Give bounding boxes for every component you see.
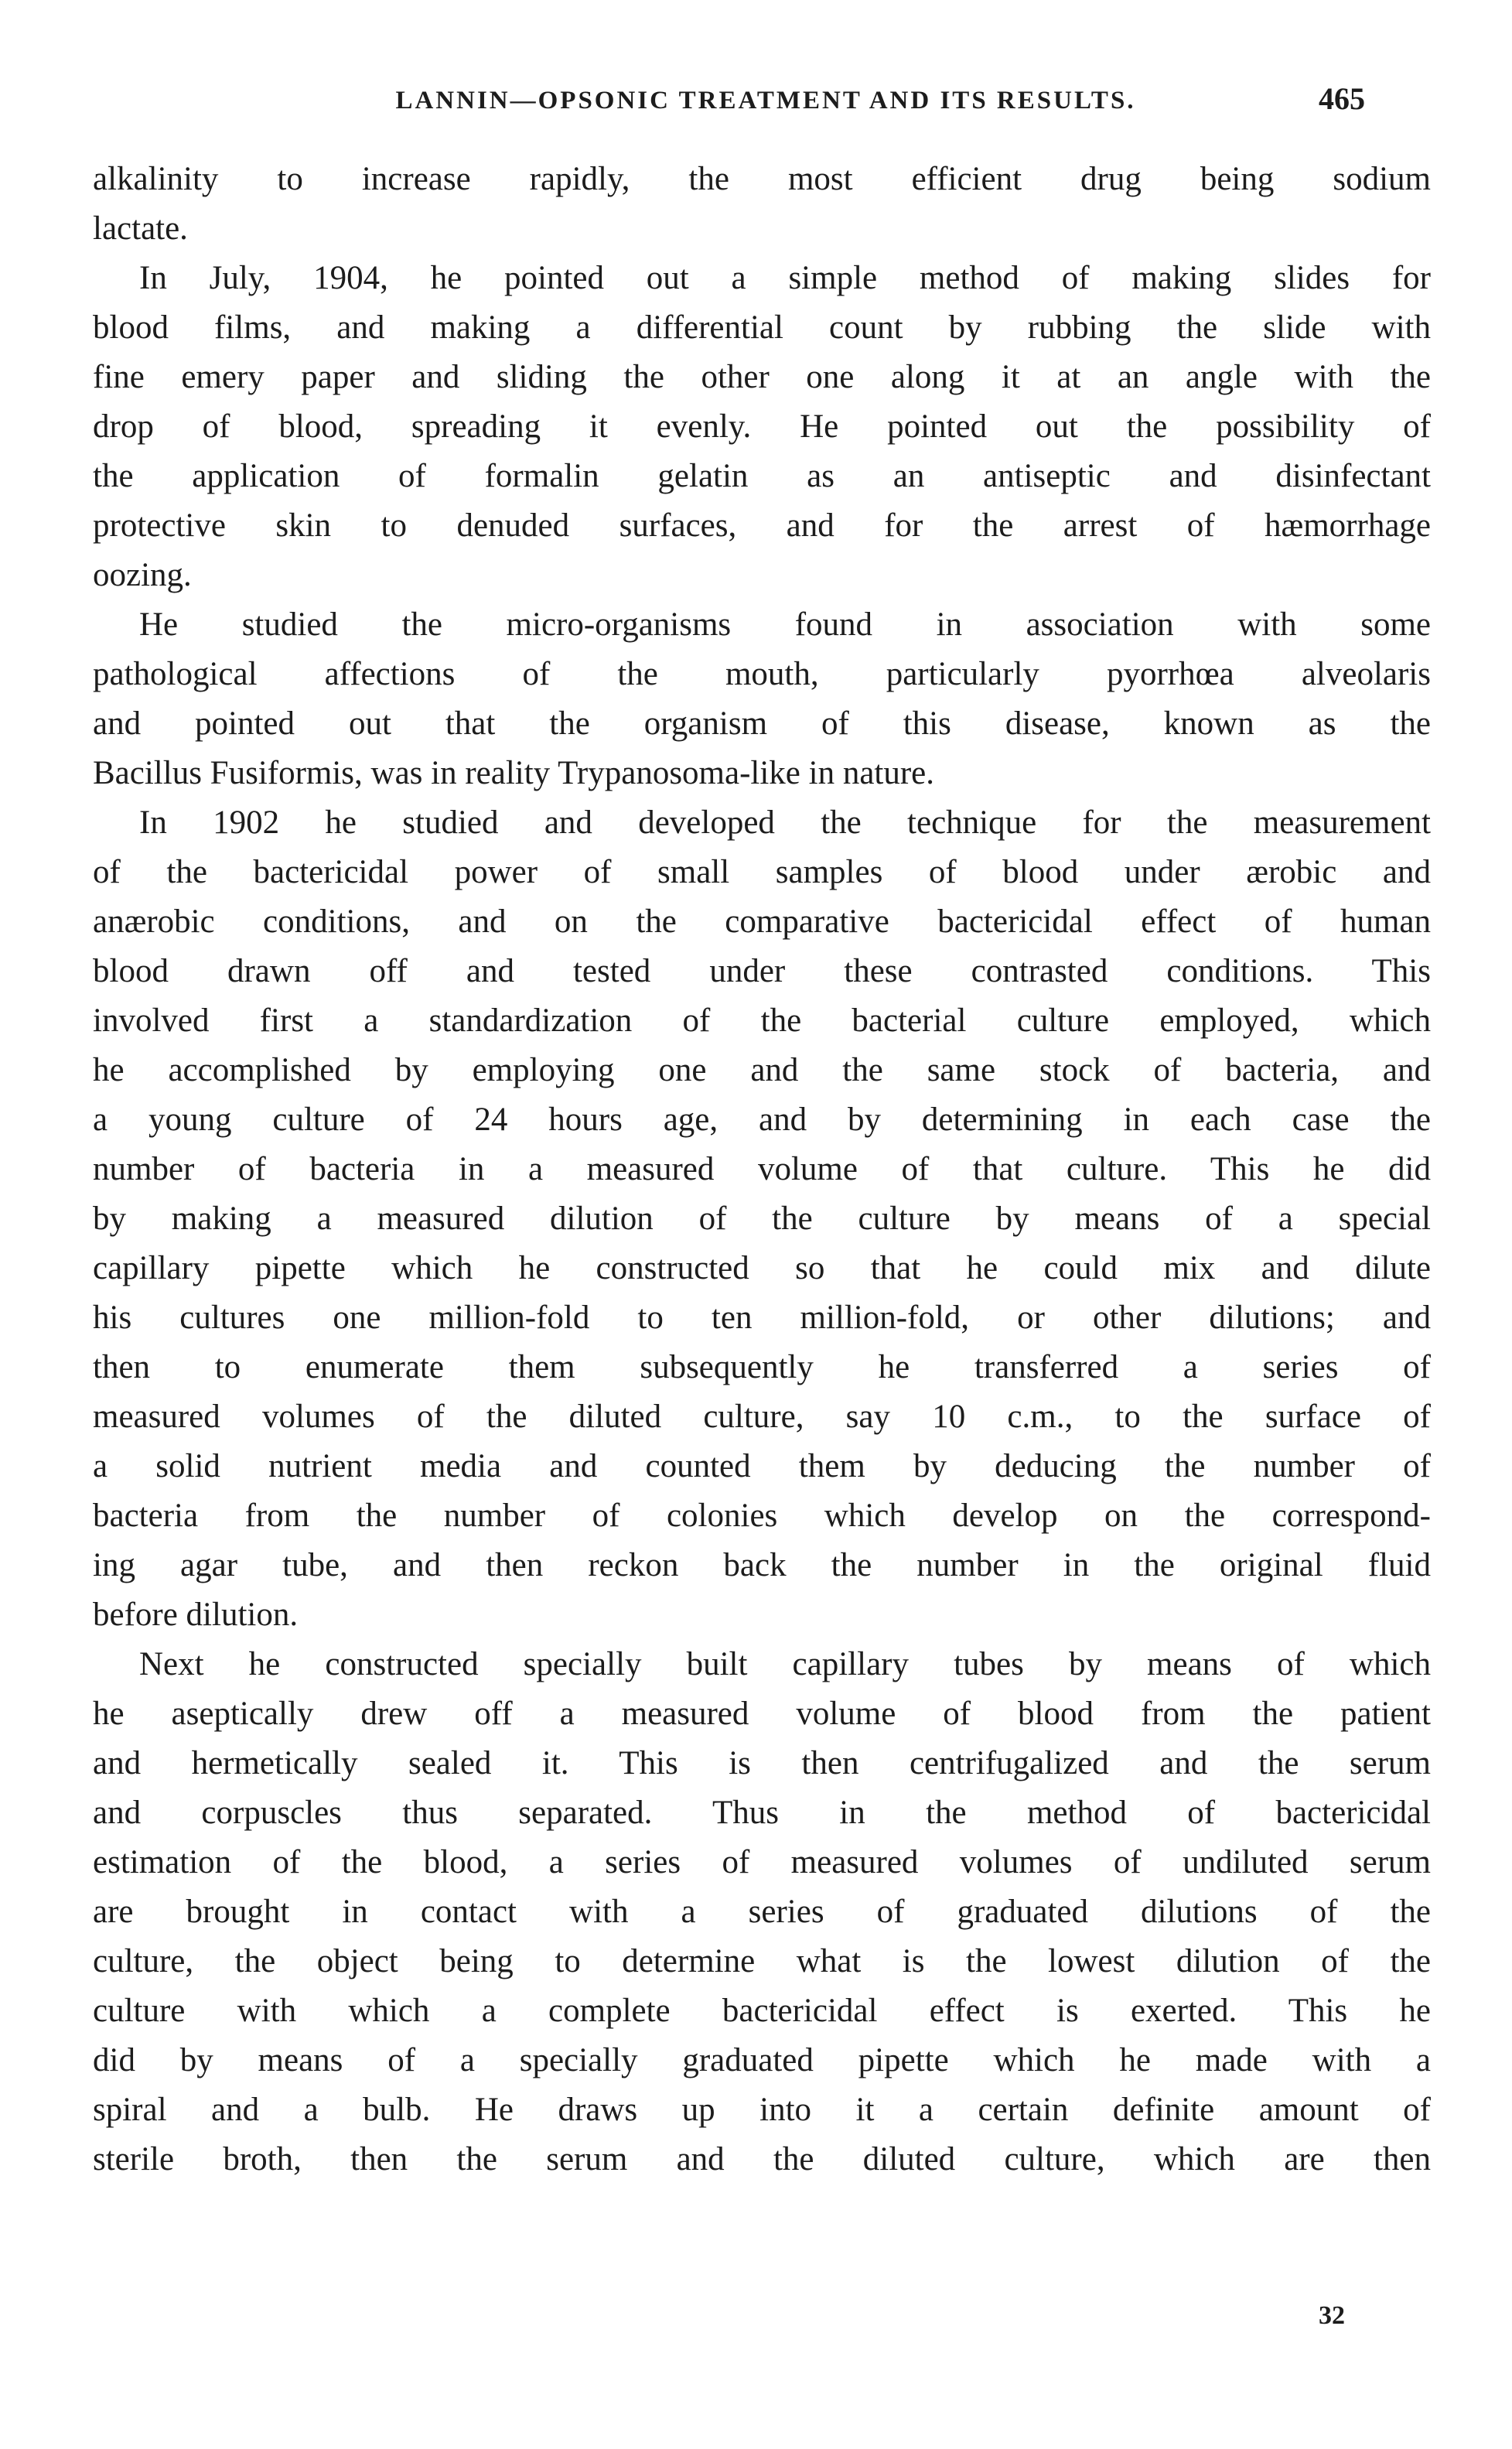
text-line: In 1902 he studied and developed the technique for the measurement: [139, 804, 1431, 841]
text-line: spiral and a bulb. He draws up into it a certain definite amount of: [93, 2092, 1431, 2128]
text-line: lactate.: [93, 210, 188, 247]
text-line: blood films, and making a differential count by rubbing the slide with: [93, 309, 1431, 346]
text-line: culture, the object being to determine what is the lowest dilution of the: [93, 1943, 1431, 1979]
text-line: and pointed out that the organism of this disease, known as the: [93, 705, 1431, 742]
text-line: He studied the micro-organisms found in association with some: [139, 606, 1431, 643]
text-line: In July, 1904, he pointed out a simple method of making slides for: [139, 260, 1431, 296]
text-line: anærobic conditions, and on the comparative bactericidal effect of human: [93, 903, 1431, 940]
text-line: of the bactericidal power of small samples of blood under ærobic and: [93, 854, 1431, 890]
text-line: bacteria from the number of colonies which develop on the correspond-: [93, 1498, 1431, 1534]
text-line: oozing.: [93, 557, 192, 593]
text-line: blood drawn off and tested under these contrasted conditions. This: [93, 953, 1431, 989]
text-line: are brought in contact with a series of graduated dilutions of the: [93, 1894, 1431, 1930]
signature-mark: 32: [1319, 2301, 1345, 2330]
text-line: he accomplished by employing one and the same stock of bacteria, and: [93, 1052, 1431, 1088]
text-line: then to enumerate them subsequently he transferred a series of: [93, 1349, 1431, 1385]
text-line: sterile broth, then the serum and the diluted culture, which are then: [93, 2141, 1431, 2177]
text-line: capillary pipette which he constructed so that he could mix and dilute: [93, 1250, 1431, 1286]
text-line: his cultures one million-fold to ten million-fold, or other dilutions; and: [93, 1300, 1431, 1336]
text-line: Next he constructed specially built capillary tubes by means of which: [139, 1646, 1431, 1682]
text-line: did by means of a specially graduated pipette which he made with a: [93, 2042, 1431, 2078]
text-line: and hermetically sealed it. This is then centrifugalized and the serum: [93, 1745, 1431, 1781]
text-line: pathological affections of the mouth, particularly pyorrhœa alveolaris: [93, 656, 1431, 692]
text-line: the application of formalin gelatin as an antiseptic and disinfectant: [93, 458, 1431, 494]
text-line: and corpuscles thus separated. Thus in the method of bactericidal: [93, 1795, 1431, 1831]
text-line: he aseptically drew off a measured volume of blood from the patient: [93, 1696, 1431, 1732]
text-line: ing agar tube, and then reckon back the number in the original fluid: [93, 1547, 1431, 1583]
text-line: involved first a standardization of the bacterial culture employed, which: [93, 1002, 1431, 1039]
text-line: culture with which a complete bactericidal effect is exerted. This he: [93, 1993, 1431, 2029]
page-number: 465: [1319, 81, 1365, 116]
body-text: [93, 155, 1431, 2184]
text-line: a solid nutrient media and counted them by deducing the number of: [93, 1448, 1431, 1484]
text-line: measured volumes of the diluted culture, say 10 c.m., to the surface of: [93, 1399, 1431, 1435]
text-line: before dilution.: [93, 1597, 299, 1633]
text-line: estimation of the blood, a series of measured volumes of undiluted serum: [93, 1844, 1431, 1880]
text-line: a young culture of 24 hours age, and by determining in each case the: [93, 1102, 1431, 1138]
text-line: number of bacteria in a measured volume of that culture. This he did: [93, 1151, 1431, 1187]
text-line: fine emery paper and sliding the other one along it at an angle with the: [93, 359, 1431, 395]
text-line: drop of blood, spreading it evenly. He pointed out the possibility of: [93, 408, 1431, 445]
running-head: LANNIN—OPSONIC TREATMENT AND ITS RESULTS.: [395, 87, 1136, 114]
text-line: by making a measured dilution of the culture by means of a special: [93, 1201, 1431, 1237]
text-line: protective skin to denuded surfaces, and for the arrest of hæmorrhage: [93, 507, 1431, 544]
text-line: alkalinity to increase rapidly, the most efficient drug being sodium: [93, 161, 1431, 197]
text-line: Bacillus Fusiformis, was in reality Trypanosoma-like in nature.: [93, 755, 935, 791]
